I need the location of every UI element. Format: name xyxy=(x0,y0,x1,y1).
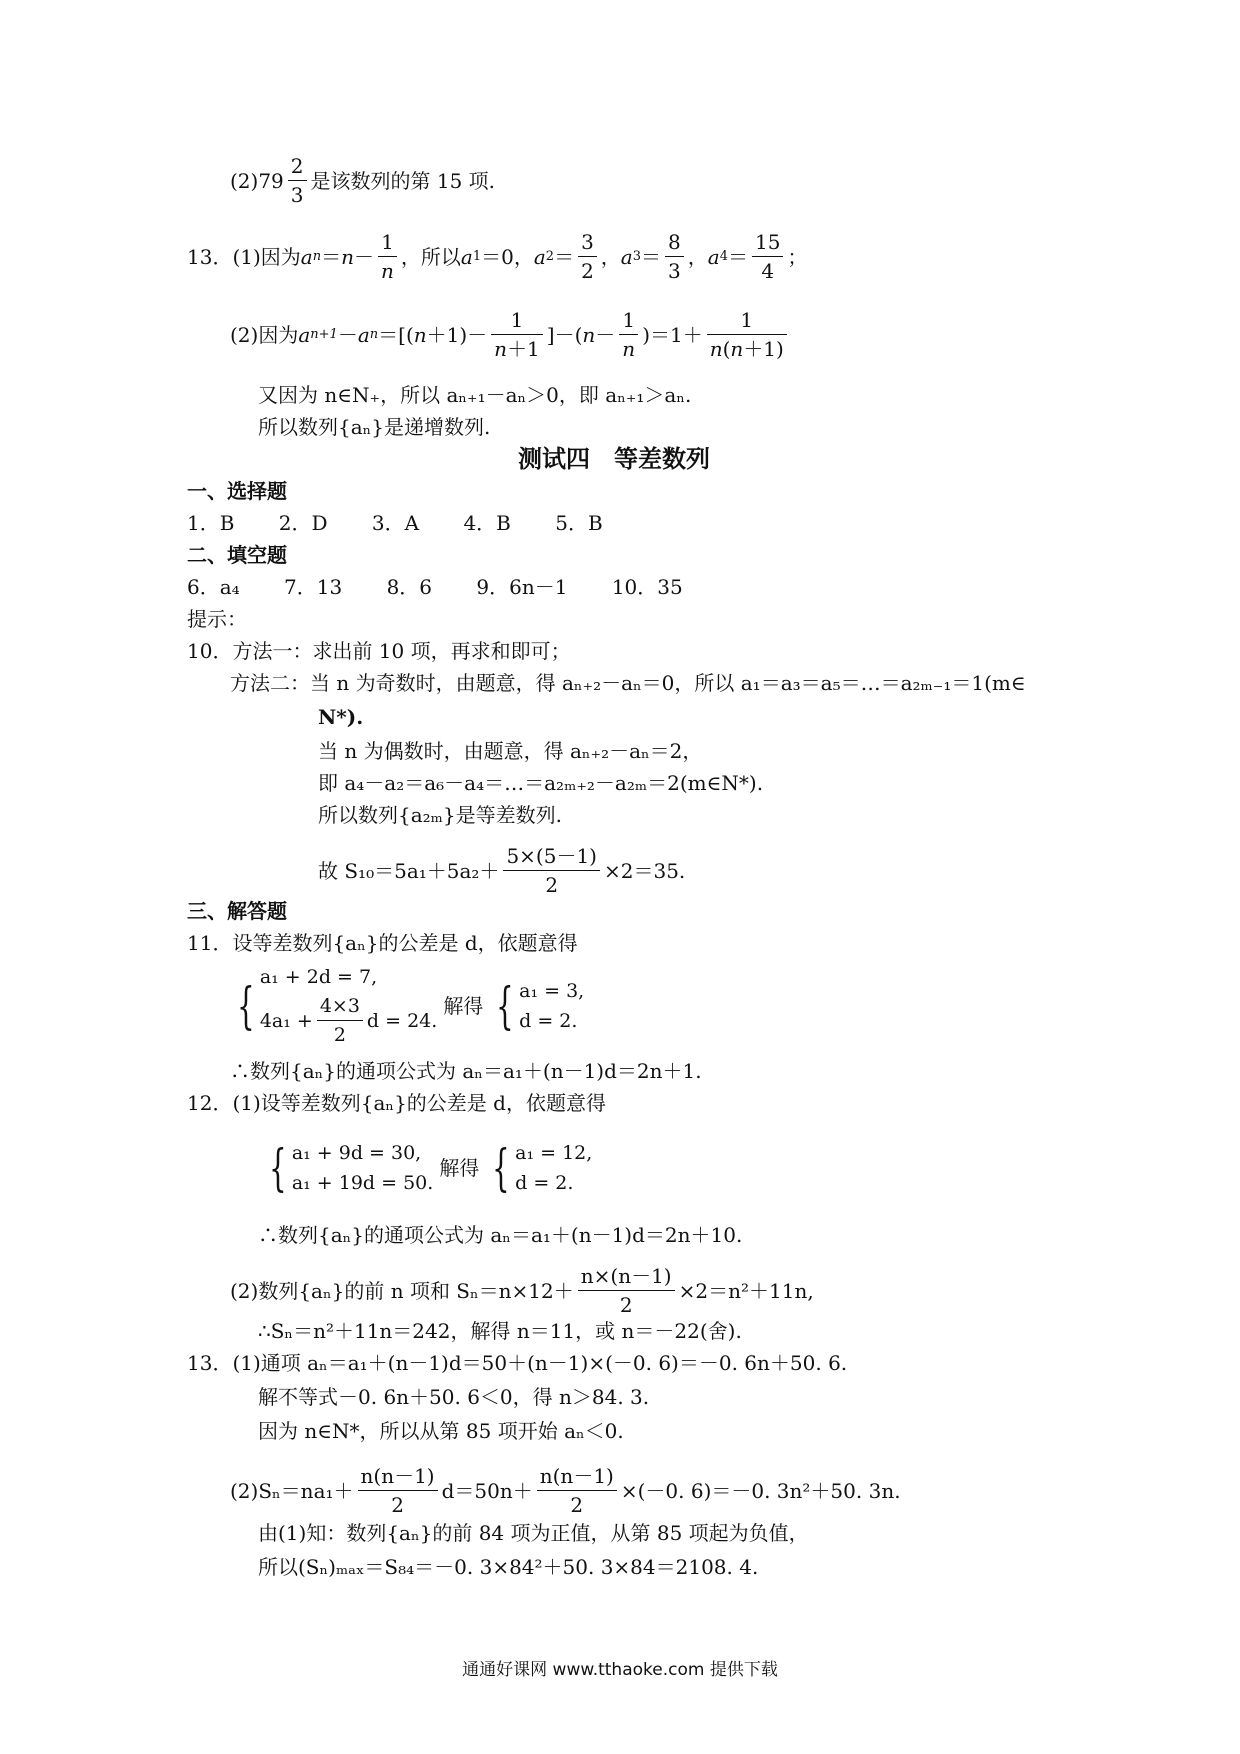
fraction: $\frac{1}{n}$ xyxy=(378,228,397,285)
numerator: 5×(5－1) xyxy=(503,842,600,871)
equation-system: { a₁ + 9d = 30, a₁ + 19d = 50. 解得 { a₁ = 12, d = 2. xyxy=(269,1139,593,1197)
text: ； xyxy=(787,244,808,269)
formula-line xyxy=(230,1462,901,1519)
equation: a₁ + 19d = 50. xyxy=(291,1172,434,1194)
text-line: 因为 n∈N*，所以从第 85 项开始 aₙ＜0. xyxy=(258,1419,624,1443)
hint-label: 提示： xyxy=(187,607,247,631)
equation: a₁ = 12, xyxy=(515,1142,593,1164)
formula-line xyxy=(230,1262,814,1319)
answer-13-part1: 13． (1)因为 a n ＝ n － $\frac{1}{n}$ ，所以 a 1 ＝0， a 2 ＝ $\frac{3}{2}$ ， a 3 ＝ $\frac{8}{3}$ ， a 4 ＝ $\frac{15}{4}$ ； xyxy=(187,230,808,283)
fraction xyxy=(358,1462,438,1519)
text: ， xyxy=(600,244,621,269)
text: d = 24. xyxy=(366,1009,438,1032)
text-line: ∴Sₙ＝n²＋11n＝242，解得 n＝11，或 n＝－22(舍). xyxy=(258,1319,742,1343)
text: ＝ xyxy=(554,244,575,269)
fraction xyxy=(317,992,363,1049)
answer-item: 7．13 xyxy=(284,575,343,599)
answer-item: 5．B xyxy=(555,511,603,535)
equation: a₁ = 3, xyxy=(519,979,585,1002)
answer-item: 6．a₄ xyxy=(187,575,240,599)
page-footer: 通通好课网 www.tthaoke.com 提供下载 xyxy=(462,1660,778,1680)
answer-row xyxy=(187,574,683,600)
text: 4a₁ + xyxy=(259,1009,313,1032)
fraction xyxy=(578,1262,675,1319)
numerator: 2 xyxy=(288,152,307,181)
text: － xyxy=(595,322,616,347)
text-line: 所以(Sₙ)ₘₐₓ＝S₈₄＝－0. 3×84²＋50. 3×84＝2108. 4. xyxy=(258,1555,759,1579)
formula-line xyxy=(318,842,685,899)
denominator: 2 xyxy=(570,1493,584,1517)
answer-13-part2: (2)因为 a n+1 － a n ＝[( n ＋1)－ $\frac{1}{n+1}$ ]－( n － $\frac{1}{n}$ )＝1＋ $\frac{1}{n(n+1)}$ xyxy=(230,306,791,363)
text: ＝0， xyxy=(481,244,534,269)
text: 是该数列的第 15 项. xyxy=(310,168,496,193)
equation: a₁ + 2d = 7, xyxy=(259,966,378,988)
text: ＝[( xyxy=(378,322,414,347)
equation-system: { a₁ + 2d = 7, 4a₁ + $\frac{4\times 3}{2}$ d = 24. 解得 { a₁ = 3, d = 2. xyxy=(230,962,584,1049)
numerator: 4×3 xyxy=(317,992,363,1021)
answer-item: 9．6n－1 xyxy=(476,575,568,599)
fraction: $\frac{1}{n+1}$ xyxy=(491,306,543,363)
text: (2)79 xyxy=(230,168,284,193)
text: ＝ xyxy=(727,244,748,269)
answer-row xyxy=(187,510,603,536)
section-heading: 三、解答题 xyxy=(187,899,287,923)
text-line: 即 a₄－a₂＝a₆－a₄＝…＝a₂ₘ₊₂－a₂ₘ＝2(m∈N*). xyxy=(318,771,764,795)
fraction xyxy=(503,842,600,899)
fraction: $\frac{1}{n(n+1)}$ xyxy=(707,306,787,363)
fraction: $\frac{1}{n}$ xyxy=(619,306,638,363)
fraction: $\frac{8}{3}$ xyxy=(665,228,684,285)
text: (2)数列{aₙ}的前 n 项和 Sₙ＝n×12＋ xyxy=(230,1278,574,1303)
section-heading: 二、填空题 xyxy=(187,543,287,567)
text: d＝50n＋ xyxy=(441,1478,533,1503)
text: ]－( xyxy=(546,322,583,347)
text: (2)Sₙ＝na₁＋ xyxy=(230,1478,354,1503)
section-heading: 一、选择题 xyxy=(187,479,287,503)
text-line: 所以数列{aₙ}是递增数列. xyxy=(258,415,491,439)
text-line: 又因为 n∈N₊，所以 aₙ₊₁－aₙ＞0，即 aₙ₊₁＞aₙ. xyxy=(258,383,692,407)
text: )＝1＋ xyxy=(642,322,703,347)
numerator: n(n－1) xyxy=(358,1462,438,1491)
answer-item: 1．B xyxy=(187,511,235,535)
question-number: 13． xyxy=(187,244,233,269)
text: 故 S₁₀＝5a₁＋5a₂＋ xyxy=(318,858,500,883)
text: ，所以 xyxy=(400,244,461,269)
denominator: 2 xyxy=(333,1024,346,1046)
text: ， xyxy=(687,244,708,269)
text: (1)因为 xyxy=(232,244,301,269)
text-line: 11．设等差数列{aₙ}的公差是 d，依题意得 xyxy=(187,931,578,955)
equation: d = 2. xyxy=(515,1172,574,1194)
text: 解得 xyxy=(439,1156,480,1180)
numerator: n(n－1) xyxy=(537,1462,617,1491)
denominator: 2 xyxy=(619,1293,633,1317)
denominator: 2 xyxy=(391,1493,404,1517)
text: (2)因为 xyxy=(230,322,299,347)
text: ＋1)－ xyxy=(426,322,488,347)
text: ×2＝n²＋11n, xyxy=(678,1278,814,1303)
text-line: 当 n 为偶数时，由题意，得 aₙ₊₂－aₙ＝2， xyxy=(318,739,703,763)
answer-item: 10．35 xyxy=(611,575,683,599)
answer-item: 2．D xyxy=(278,511,328,535)
fraction xyxy=(288,152,307,209)
text: ×(－0. 6)＝－0. 3n²＋50. 3n. xyxy=(620,1478,901,1503)
text-line: 所以数列{a₂ₘ}是等差数列. xyxy=(318,803,563,827)
text: 解得 xyxy=(443,993,484,1018)
numerator: n×(n－1) xyxy=(578,1262,675,1291)
answer-item: 4．B xyxy=(463,511,511,535)
denominator: 3 xyxy=(290,183,304,207)
text: ＝ xyxy=(321,244,342,269)
text-line: 12．(1)设等差数列{aₙ}的公差是 d，依题意得 xyxy=(187,1091,606,1115)
text-line: N*). xyxy=(318,705,364,729)
text: ＝ xyxy=(641,244,662,269)
text: ×2＝35. xyxy=(603,858,686,883)
text-line: 10．方法一：求出前 10 项，再求和即可； xyxy=(187,639,571,663)
text-line: 由(1)知：数列{aₙ}的前 84 项为正值，从第 85 项起为负值， xyxy=(258,1521,809,1545)
text-line: 解不等式－0. 6n＋50. 6＜0，得 n＞84. 3. xyxy=(258,1385,650,1409)
text: － xyxy=(354,244,374,269)
fraction xyxy=(537,1462,617,1519)
denominator: 2 xyxy=(545,873,559,897)
text-line: 方法二：当 n 为奇数时，由题意，得 aₙ₊₂－aₙ＝0，所以 a₁＝a₃＝a₅＝…＝a₂ₘ₋₁＝1(m∈ xyxy=(230,671,1026,695)
answer-item: 3．A xyxy=(371,511,420,535)
equation: a₁ + 9d = 30, xyxy=(291,1142,422,1164)
section-title: 测试四 等差数列 xyxy=(518,444,710,473)
answer-12-part2 xyxy=(230,152,495,209)
text-line: 13．(1)通项 aₙ＝a₁＋(n－1)d＝50＋(n－1)×(－0. 6)＝－0. 6n＋50. 6. xyxy=(187,1351,848,1375)
fraction: $\frac{3}{2}$ xyxy=(578,228,597,285)
equation: d = 2. xyxy=(519,1009,578,1032)
text-line: ∴数列{aₙ}的通项公式为 aₙ＝a₁＋(n－1)d＝2n＋1. xyxy=(230,1059,702,1083)
text-line: ∴数列{aₙ}的通项公式为 aₙ＝a₁＋(n－1)d＝2n＋10. xyxy=(258,1223,743,1247)
fraction: $\frac{15}{4}$ xyxy=(752,228,783,285)
answer-item: 8．6 xyxy=(386,575,433,599)
